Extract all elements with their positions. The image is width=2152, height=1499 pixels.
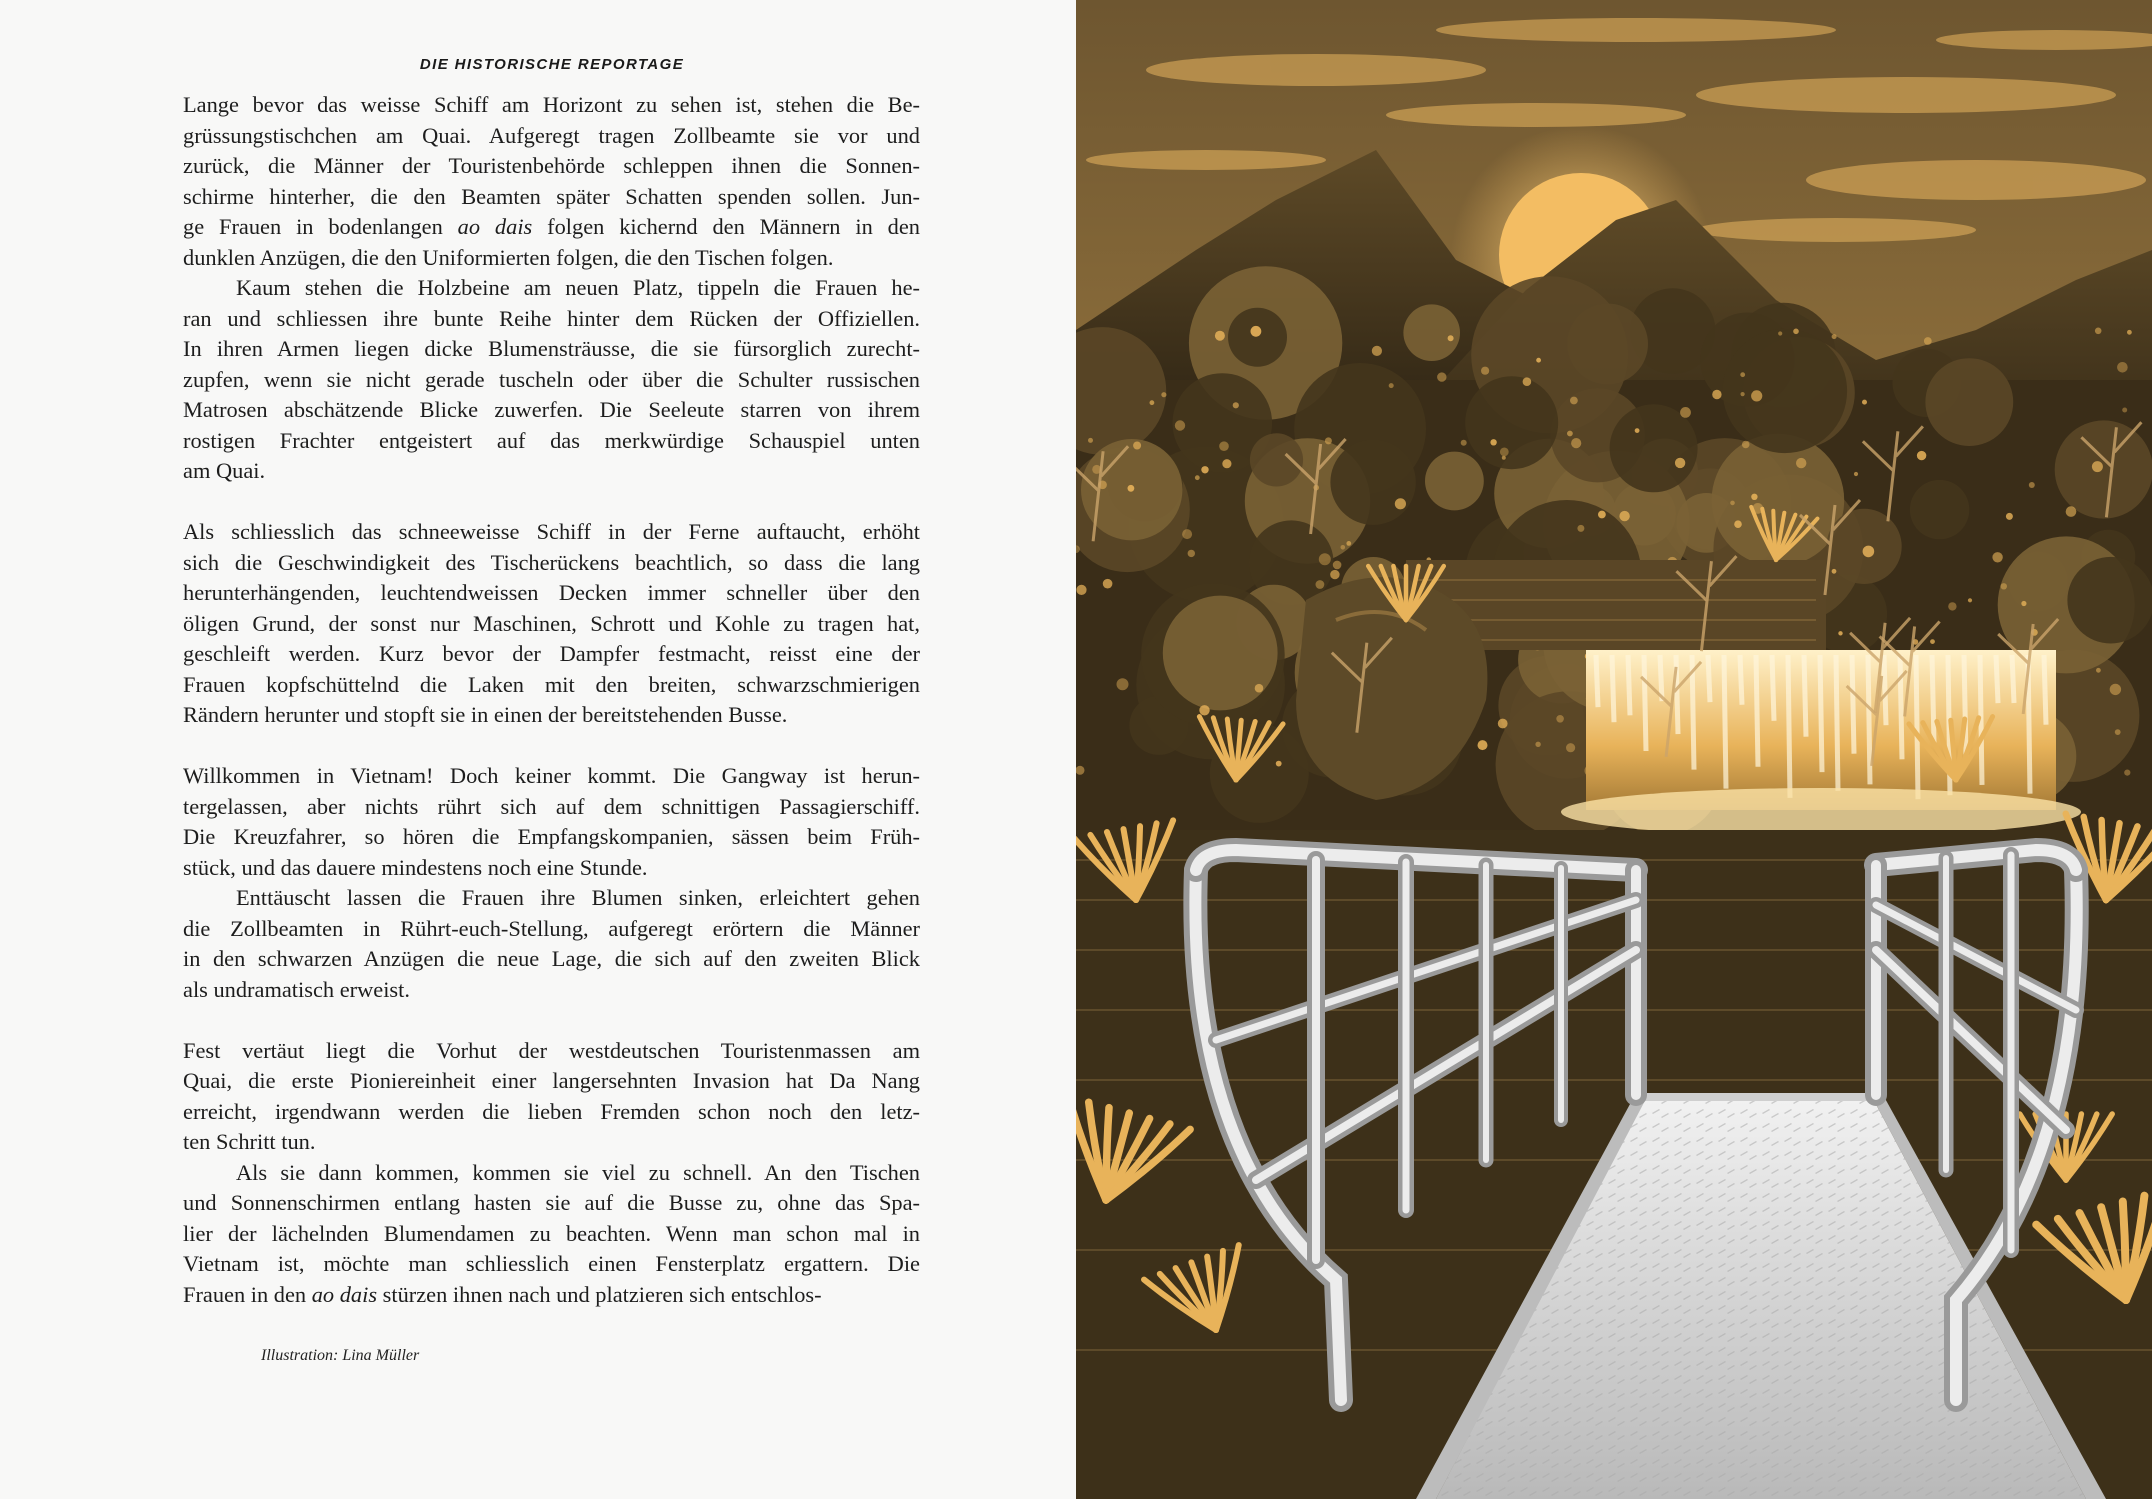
text-line: schirme hinterher, die den Beamten später Schatten spenden sollen. Jun- (183, 183, 920, 209)
text-line: ten Schritt tun. (183, 1129, 316, 1154)
text-line: Matrosen abschätzende Blicke zuwerfen. Die Seeleute starren von ihrem (183, 397, 920, 422)
text-line: Frauen in den ao dais stürzen ihnen nach und platzieren sich entschlos- (183, 1281, 822, 1307)
text-line: geschleift werden. Kurz bevor der Dampfer festmacht, reisst eine der (183, 641, 920, 666)
text-line: öligen Grund, der sonst nur Maschinen, Schrott und Kohle zu tragen hat, (183, 610, 920, 636)
text-line: Kaum stehen die Holzbeine am neuen Platz, tippeln die Frauen he- (236, 275, 920, 300)
illustration-page (1076, 0, 2152, 1499)
section-break (183, 1005, 920, 1036)
text-line: tergelassen, aber nichts rührt sich auf dem schnittigen Passagierschiff. (183, 793, 920, 819)
text-line: Lange bevor das weisse Schiff am Horizont zu sehen ist, stehen die Be- (183, 92, 920, 117)
text-line: grüssungstischchen am Quai. Aufgeregt tragen Zollbeamte sie vor und (183, 122, 920, 148)
running-head: DIE HISTORISCHE REPORTAGE (419, 56, 685, 73)
illustration-credit: Illustration: Lina Müller (261, 1347, 420, 1364)
text-line: und Sonnenschirmen entlang hasten sie auf die Busse zu, ohne das Spa- (183, 1190, 920, 1215)
article-body (183, 90, 920, 1310)
text-line: Enttäuscht lassen die Frauen ihre Blumen sinken, erleichtert gehen (236, 885, 920, 910)
text-line: dunklen Anzügen, die den Uniformierten folgen, die den Tischen folgen. (183, 244, 834, 270)
text-line: als undramatisch erweist. (183, 976, 410, 1002)
text-line: Rändern herunter und stopft sie in einen der bereitstehenden Busse. (183, 702, 788, 727)
text-line: sich die Geschwindigkeit des Tischerückens beachtlich, so dass die lang (183, 549, 920, 575)
text-line: die Zollbeamten in Rührt-euch-Stellung, aufgeregt erörtern die Männer (183, 915, 920, 941)
text-line: Frauen kopfschüttelnd die Laken mit den breiten, schwarzschmierigen (183, 671, 920, 697)
text-line: Als schliesslich das schneeweisse Schiff in der Ferne auftaucht, erhöht (183, 519, 920, 544)
text-line: Als sie dann kommen, kommen sie viel zu schnell. An den Tischen (236, 1159, 920, 1185)
illustration-gangway-waterfall (1076, 0, 2152, 1499)
text-line: herunterhängenden, leuchtendweissen Decken immer schneller über den (183, 580, 920, 605)
text-line: lier der lächelnden Blumendamen zu beachten. Wenn man schon mal in (183, 1220, 920, 1246)
text-line: am Quai. (183, 458, 266, 483)
text-line: erreicht, irgendwann werden die lieben Fremden schon noch den letz- (183, 1098, 920, 1124)
text-line: Willkommen in Vietnam! Doch keiner kommt. Die Gangway ist herun- (183, 763, 920, 788)
text-line: ge Frauen in bodenlangen ao dais folgen kichernd den Männern in den (183, 214, 920, 239)
text-line: Fest vertäut liegt die Vorhut der westdeutschen Touristenmassen am (183, 1037, 920, 1063)
text-line: rostigen Frachter entgeistert auf das merkwürdige Schauspiel unten (183, 427, 920, 453)
text-line: ran und schliessen ihre bunte Reihe hinter dem Rücken der Offiziellen. (183, 305, 920, 331)
text-line: stück, und das dauere mindestens noch eine Stunde. (183, 854, 648, 880)
text-line: zupfen, wenn sie nicht gerade tuscheln oder über die Schulter russischen (183, 366, 920, 392)
section-break (183, 731, 920, 762)
section-break (183, 487, 920, 518)
text-line: Die Kreuzfahrer, so hören die Empfangskompanien, sässen beim Früh- (183, 824, 920, 849)
text-line: Quai, die erste Pioniereinheit einer langersehnten Invasion hat Da Nang (183, 1068, 920, 1093)
text-line: zurück, die Männer der Touristenbehörde schleppen ihnen die Sonnen- (183, 153, 920, 178)
rock-left (1296, 577, 1487, 800)
text-line: in den schwarzen Anzügen die neue Lage, die sich auf den zweiten Blick (183, 946, 920, 971)
text-line: In ihren Armen liegen dicke Blumensträusse, die sie fürsorglich zurecht- (183, 336, 920, 361)
text-line: Vietnam ist, möchte man schliesslich einen Fensterplatz ergattern. Die (183, 1251, 920, 1276)
